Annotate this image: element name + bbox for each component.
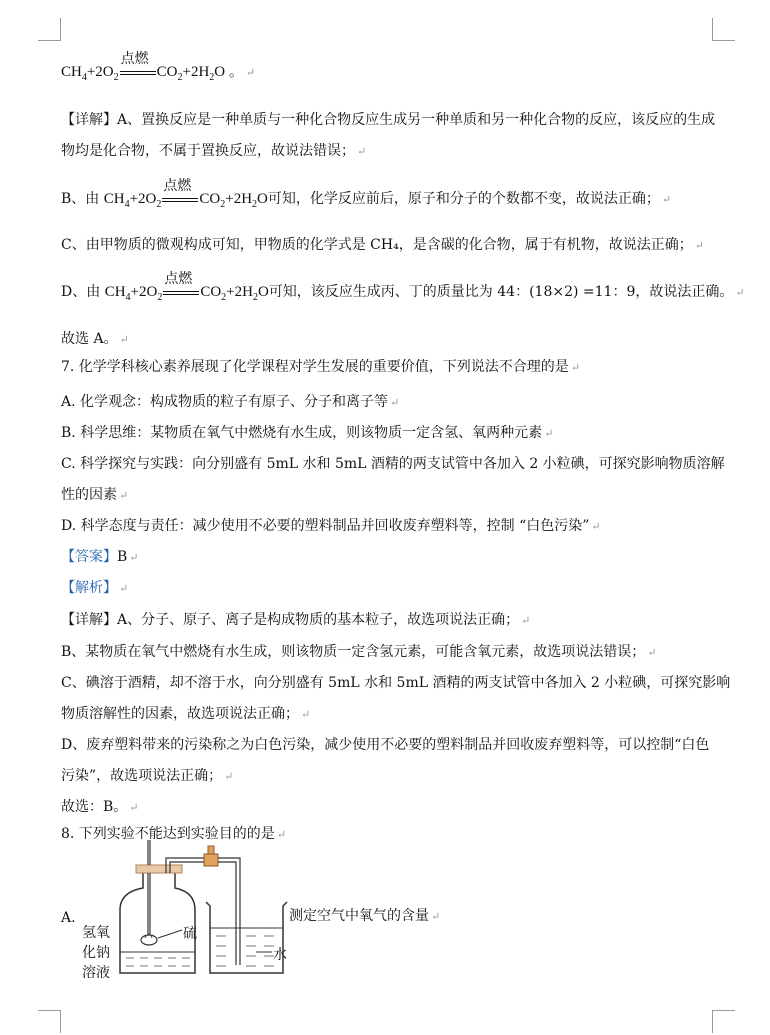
corner-mark-bottom-left	[38, 1010, 61, 1033]
detail-a-line1: 【详解】A、置换反应是一种单质与一种化合物反应生成另一种单质和另一种化合物的反应，该反应的生成	[61, 112, 716, 128]
q7-choose: 故选：B。 ↵	[61, 799, 139, 815]
equation: $CH_4+2O_2$ 点燃 $CO_2+2H_2O$	[104, 270, 269, 303]
q7-detail-b: B、某物质在氧气中燃烧有水生成，则该物质一定含氢元素，可能含氧元素，故选项说法错误； ↵	[61, 644, 657, 660]
q7-option-d: D. 科学态度与责任：减少使用不必要的塑料制品并回收废弃塑料等，控制 “白色污染” ↵	[61, 518, 601, 534]
q8-option-a-text: 测定空气中氧气的含量 ↵	[289, 908, 441, 924]
label-sulfur: 硫	[183, 926, 197, 942]
q7-detail-d-line2: 污染”，故选项说法正确； ↵	[61, 768, 234, 784]
detail-d-line: D、由 $CH_4+2O_2$ 点燃 $CO_2+2H_2O$可知，该反应生成丙、丁的质量比为 44：(18×2) =11：9，故说法正确。 ↵	[61, 270, 745, 303]
q7-option-c-line1: C. 科学探究与实践：向分别盛有 5mL 水和 5mL 酒精的两支试管中各加入 2 小粒碘，可探究影响物质溶解	[61, 456, 725, 472]
label-naoh-2: 化钠	[82, 945, 110, 961]
choose-a-line: 故选 A。 ↵	[61, 331, 129, 347]
q7-option-a: A. 化学观念：构成物质的粒子有原子、分子和离子等 ↵	[61, 394, 400, 410]
corner-mark-bottom-right	[712, 1010, 735, 1033]
label-naoh-3: 溶液	[82, 965, 110, 981]
q7-answer: 【答案】B ↵	[61, 549, 139, 565]
q7-detail-a: 【详解】A、分子、原子、离子是构成物质的基本粒子，故选项说法正确； ↵	[61, 612, 531, 628]
q7-option-c-line2: 性的因素 ↵	[61, 487, 129, 503]
q7-analysis: 【解析】 ↵	[61, 580, 129, 596]
q8-stem: 8. 下列实验不能达到实验目的的是 ↵	[61, 826, 287, 842]
reaction-condition: 点燃	[120, 63, 156, 83]
reaction-condition: 点燃	[163, 283, 199, 303]
label-water: 水	[273, 947, 287, 963]
q7-option-b: B. 科学思维：某物质在氧气中燃烧有水生成，则该物质一定含氢、氧两种元素 ↵	[61, 425, 554, 441]
corner-mark-top-right	[712, 18, 735, 41]
equation: $CH_4+2O_2$ 点燃 $CO_2+2H_2O$	[103, 177, 268, 210]
apparatus-figure	[80, 840, 290, 980]
q7-detail-d-line1: D、废弃塑料带来的污染称之为白色污染，减少使用不必要的塑料制品并回收废弃塑料等，可以控制“白色	[61, 737, 710, 753]
detail-b-line: B、由 $CH_4+2O_2$ 点燃 $CO_2+2H_2O$可知，化学反应前后，原子和分子的个数都不变，故说法正确； ↵	[61, 177, 672, 210]
q8-option-a-label: A.	[61, 910, 76, 926]
q7-stem: 7. 化学学科核心素养展现了化学课程对学生发展的重要价值，下列说法不合理的是 ↵	[61, 359, 581, 375]
equation: $CH_4+2O_2$ 点燃 $CO_2+2H_2O$	[61, 50, 226, 83]
q7-detail-c-line1: C、碘溶于酒精，却不溶于水，向分别盛有 5mL 水和 5mL 酒精的两支试管中各加入 2 小粒碘，可探究影响	[61, 675, 731, 691]
detail-c-line: C、由甲物质的微观构成可知，甲物质的化学式是 CH₄，是含碳的化合物，属于有机物，故说法正确； ↵	[61, 237, 704, 253]
corner-mark-top-left	[38, 18, 61, 41]
label-naoh-1: 氢氧	[82, 925, 110, 941]
equation-line-top: $CH_4+2O_2$ 点燃 $CO_2+2H_2O$ 。 ↵	[61, 50, 256, 83]
answer-tag: 【答案】	[61, 549, 117, 565]
analysis-tag: 【解析】	[61, 580, 117, 596]
detail-a-line2: 物均是化合物，不属于置换反应，故说法错误； ↵	[61, 143, 367, 159]
reaction-condition: 点燃	[162, 190, 198, 210]
q7-detail-c-line2: 物质溶解性的因素，故选项说法正确； ↵	[61, 706, 311, 722]
